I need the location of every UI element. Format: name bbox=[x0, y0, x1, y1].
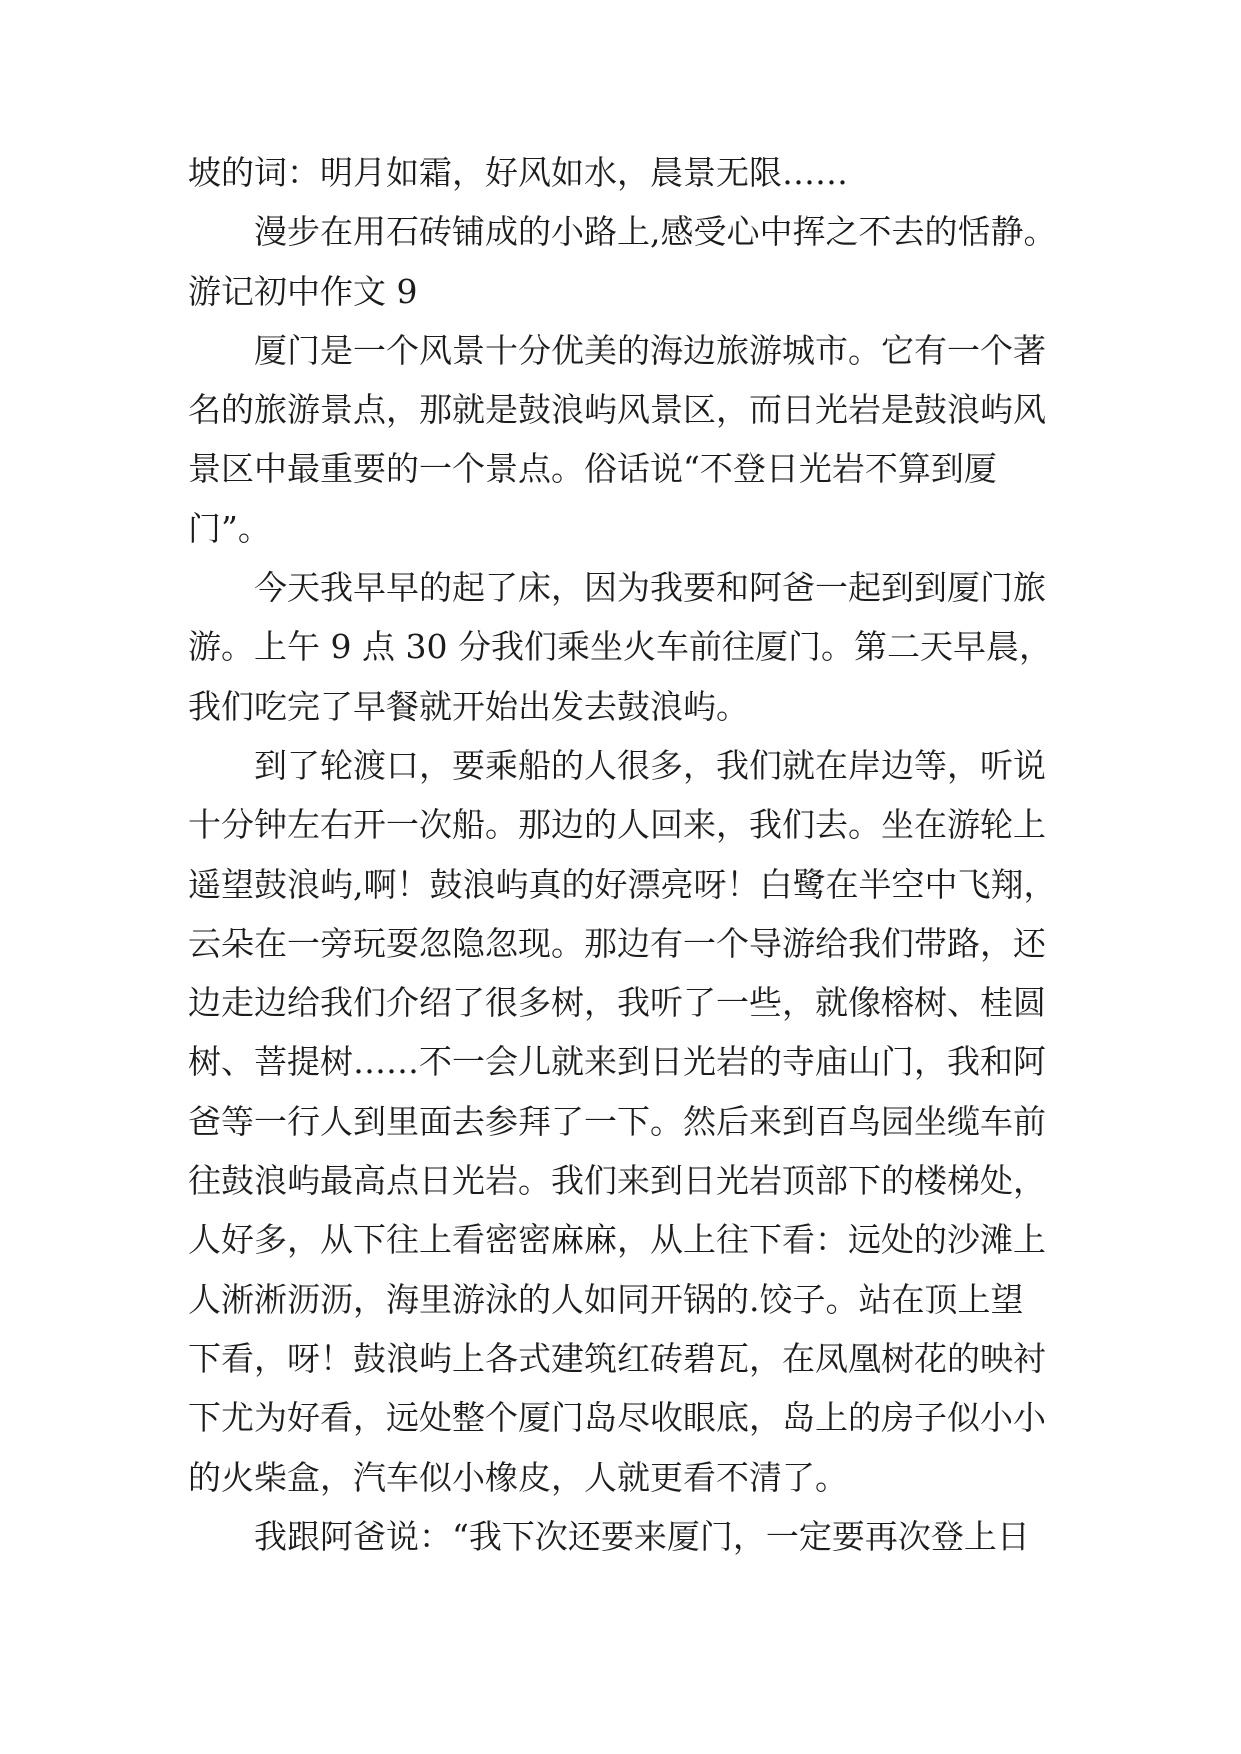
text-line: 边走边给我们介绍了很多树，我听了一些，就像榕树、桂圆 bbox=[188, 983, 1046, 1023]
text-line: 我们吃完了早餐就开始出发去鼓浪屿。 bbox=[188, 686, 749, 726]
text-line: 十分钟左右开一次船。那边的人回来，我们去。坐在游轮上 bbox=[188, 805, 1046, 845]
paragraph bbox=[188, 202, 1068, 261]
text-line: 人好多，从下往上看密密麻麻，从上往下看：远处的沙滩上 bbox=[188, 1220, 1046, 1260]
text-line: 游。上午 9 点 30 分我们乘坐火车前往厦门。第二天早晨， bbox=[188, 627, 1052, 667]
text-line: 门”。 bbox=[188, 508, 271, 548]
text-line: 下尤为好看，远处整个厦门岛尽收眼底，岛上的房子似小小 bbox=[188, 1398, 1046, 1438]
essay-title: 游记初中作文 9 bbox=[188, 271, 418, 311]
paragraph bbox=[188, 736, 1068, 1507]
text-line: 树、菩提树……不一会儿就来到日光岩的寺庙山门，我和阿 bbox=[188, 1042, 1046, 1082]
paragraph bbox=[188, 558, 1068, 736]
text-line: 名的旅游景点，那就是鼓浪屿风景区，而日光岩是鼓浪屿风 bbox=[188, 390, 1046, 430]
text-line: 往鼓浪屿最高点日光岩。我们来到日光岩顶部下的楼梯处， bbox=[188, 1161, 1046, 1201]
text-line: 坡的词：明月如霜，好风如水，晨景无限…… bbox=[188, 153, 848, 192]
text-line: 漫步在用石砖铺成的小路上,感受心中挥之不去的恬静。 bbox=[254, 212, 1057, 252]
text-line: 下看，呀！鼓浪屿上各式建筑红砖碧瓦，在凤凰树花的映衬 bbox=[188, 1338, 1046, 1378]
text-line: 到了轮渡口，要乘船的人很多，我们就在岸边等，听说 bbox=[254, 745, 1046, 785]
text-line: 遥望鼓浪屿,啊！鼓浪屿真的好漂亮呀！白鹭在半空中飞翔， bbox=[188, 864, 1057, 904]
text-line: 我跟阿爸说：“我下次还要来厦门，一定要再次登上日 bbox=[254, 1516, 1030, 1556]
document-body bbox=[188, 143, 1068, 1566]
paragraph bbox=[188, 321, 1068, 558]
text-line: 云朵在一旁玩耍忽隐忽现。那边有一个导游给我们带路，还 bbox=[188, 923, 1046, 963]
text-line: 的火柴盒，汽车似小橡皮，人就更看不清了。 bbox=[188, 1457, 848, 1497]
text-line: 厦门是一个风景十分优美的海边旅游城市。它有一个著 bbox=[254, 330, 1046, 370]
text-line: 人淅淅沥沥，海里游泳的人如同开锅的.饺子。站在顶上望 bbox=[188, 1279, 1024, 1319]
text-line: 景区中最重要的一个景点。俗话说“不登日光岩不算到厦 bbox=[188, 449, 997, 489]
text-line: 今天我早早的起了床，因为我要和阿爸一起到到厦门旅 bbox=[254, 568, 1046, 608]
paragraph bbox=[188, 143, 1068, 202]
text-line: 爸等一行人到里面去参拜了一下。然后来到百鸟园坐缆车前 bbox=[188, 1101, 1046, 1141]
paragraph bbox=[188, 1507, 1068, 1566]
